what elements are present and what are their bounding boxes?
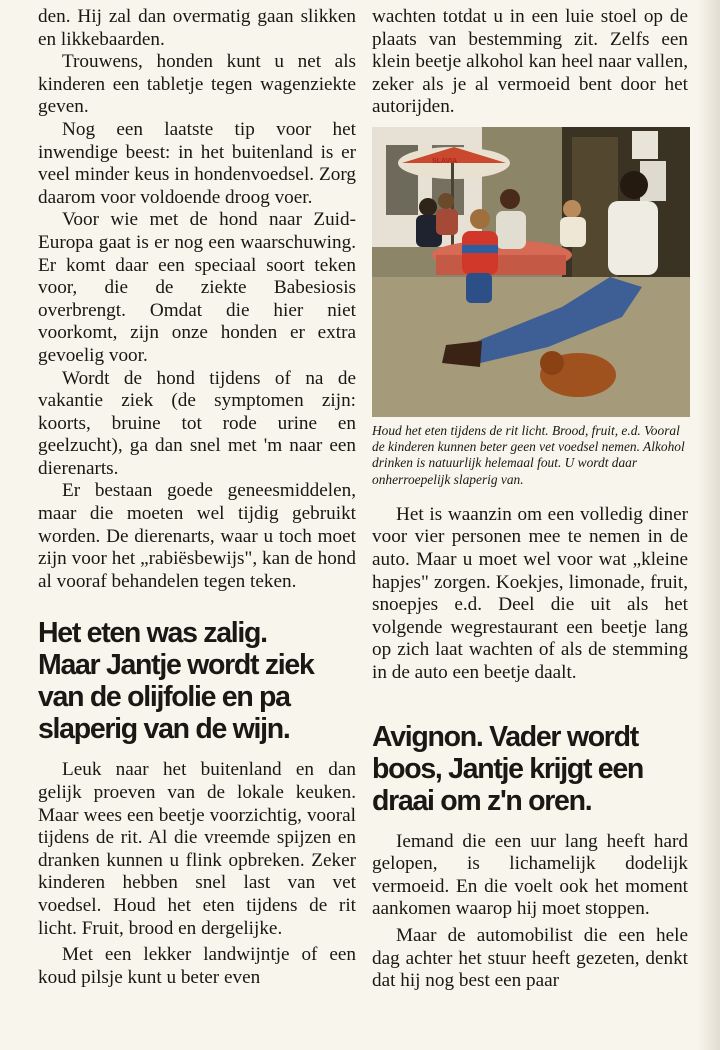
article-paragraph: Voor wie met de hond naar Zuid-Europa gaat is er nog een waarschuwing. Er komt daar een speciaal soort teken voor, die de ziekte Babesiosis overbrengt. Omdat die hier niet voorkomt, zijn onze honden er extra gevoelig voor. — [38, 209, 356, 366]
article-paragraph: Maar de automobilist die een hele dag achter het stuur heeft gezeten, denkt dat hij nog best een paar — [372, 924, 688, 992]
article-paragraph: Trouwens, honden kunt u net als kinderen een tabletje tegen wagenziekte geven. — [38, 51, 356, 118]
headline-line: Maar Jantje wordt ziek — [38, 649, 314, 682]
article-paragraph: wachten totdat u in een luie stoel op de plaats van bestemming zit. Zelfs een klein beetje alkohol kan heel naar vallen, zeker als je al vermoeid bent door het autorijden. — [372, 6, 688, 118]
headline-line: Het eten was zalig. — [38, 617, 267, 650]
headline-line: boos, Jantje krijgt een — [372, 752, 644, 785]
photo-caption: Houd het eten tijdens de rit licht. Brood, fruit, e.d. Vooral de kinderen kunnen beter geen vet voedsel nemen. Alkohol drinken is natuurlijk helemaal fout. U wordt daar onherroepelijk slaperig van. — [372, 422, 685, 487]
article-paragraph: Nog een laatste tip voor het inwendige beest: in het buitenland is er veel minder keus in hondenvoedsel. Zorg daarom voor voldoende droog voer. — [38, 118, 356, 208]
section-headline — [372, 721, 688, 817]
article-paragraph: Er bestaan goede geneesmiddelen, maar die moeten wel tijdig gebruikt worden. De dierenarts, waar u toch moet zijn voor het „rabiësbewijs", kan de hond al vooraf behandelen tegen teken. — [38, 480, 356, 592]
left-column — [38, 6, 356, 989]
article-paragraph: Met een lekker landwijntje of een koud pilsje kunt u beter even — [38, 944, 356, 988]
page-scan-edge — [698, 0, 720, 1050]
headline-line: draai om z'n oren. — [372, 784, 592, 817]
section-headline — [38, 617, 356, 745]
article-paragraph: Leuk naar het buitenland en dan gelijk proeven van de lokale keuken. Maar wees een beetje voorzichtig, vooral tijdens de rit. Al die vreemde spijzen en dranken kunnen u flink opbreken. Zeker kinderen hebben snel last van vet voedsel. Houd het eten tijdens de rit licht. Fruit, brood en dergelijke. — [38, 759, 356, 939]
photo-illustration — [372, 127, 690, 417]
family-picnic-photo — [372, 127, 690, 417]
article-paragraph: Iemand die een uur lang heeft hard gelopen, is lichamelijk dodelijk vermoeid. En die voelt ook het moment aankomen waarop hij moet stoppen. — [372, 830, 688, 920]
article-paragraph: den. Hij zal dan overmatig gaan slikken en likkebaarden. — [38, 6, 356, 50]
headline-line: van de olijfolie en pa — [38, 681, 290, 714]
umbrella-brand-text: SLAVIA — [432, 157, 458, 165]
right-column — [372, 6, 688, 993]
headline-line: slaperig van de wijn. — [38, 713, 290, 746]
article-paragraph: Het is waanzin om een volledig diner voor vier personen mee te nemen in de auto. Maar u moet wel voor wat „kleine hapjes" zorgen. Koekjes, limonade, fruit, snoepjes e.d. Deel die uit als het volgende wegrestaurant een beetje lang op zich laat wachten of als de stemming in de auto een beetje daalt. — [372, 503, 688, 683]
article-paragraph: Wordt de hond tijdens of na de vakantie ziek (de symptomen zijn: koorts, bruine tot rode urine en geelzucht), ga dan snel met 'm naar een dierenarts. — [38, 367, 356, 479]
headline-line: Avignon. Vader wordt — [372, 720, 638, 753]
